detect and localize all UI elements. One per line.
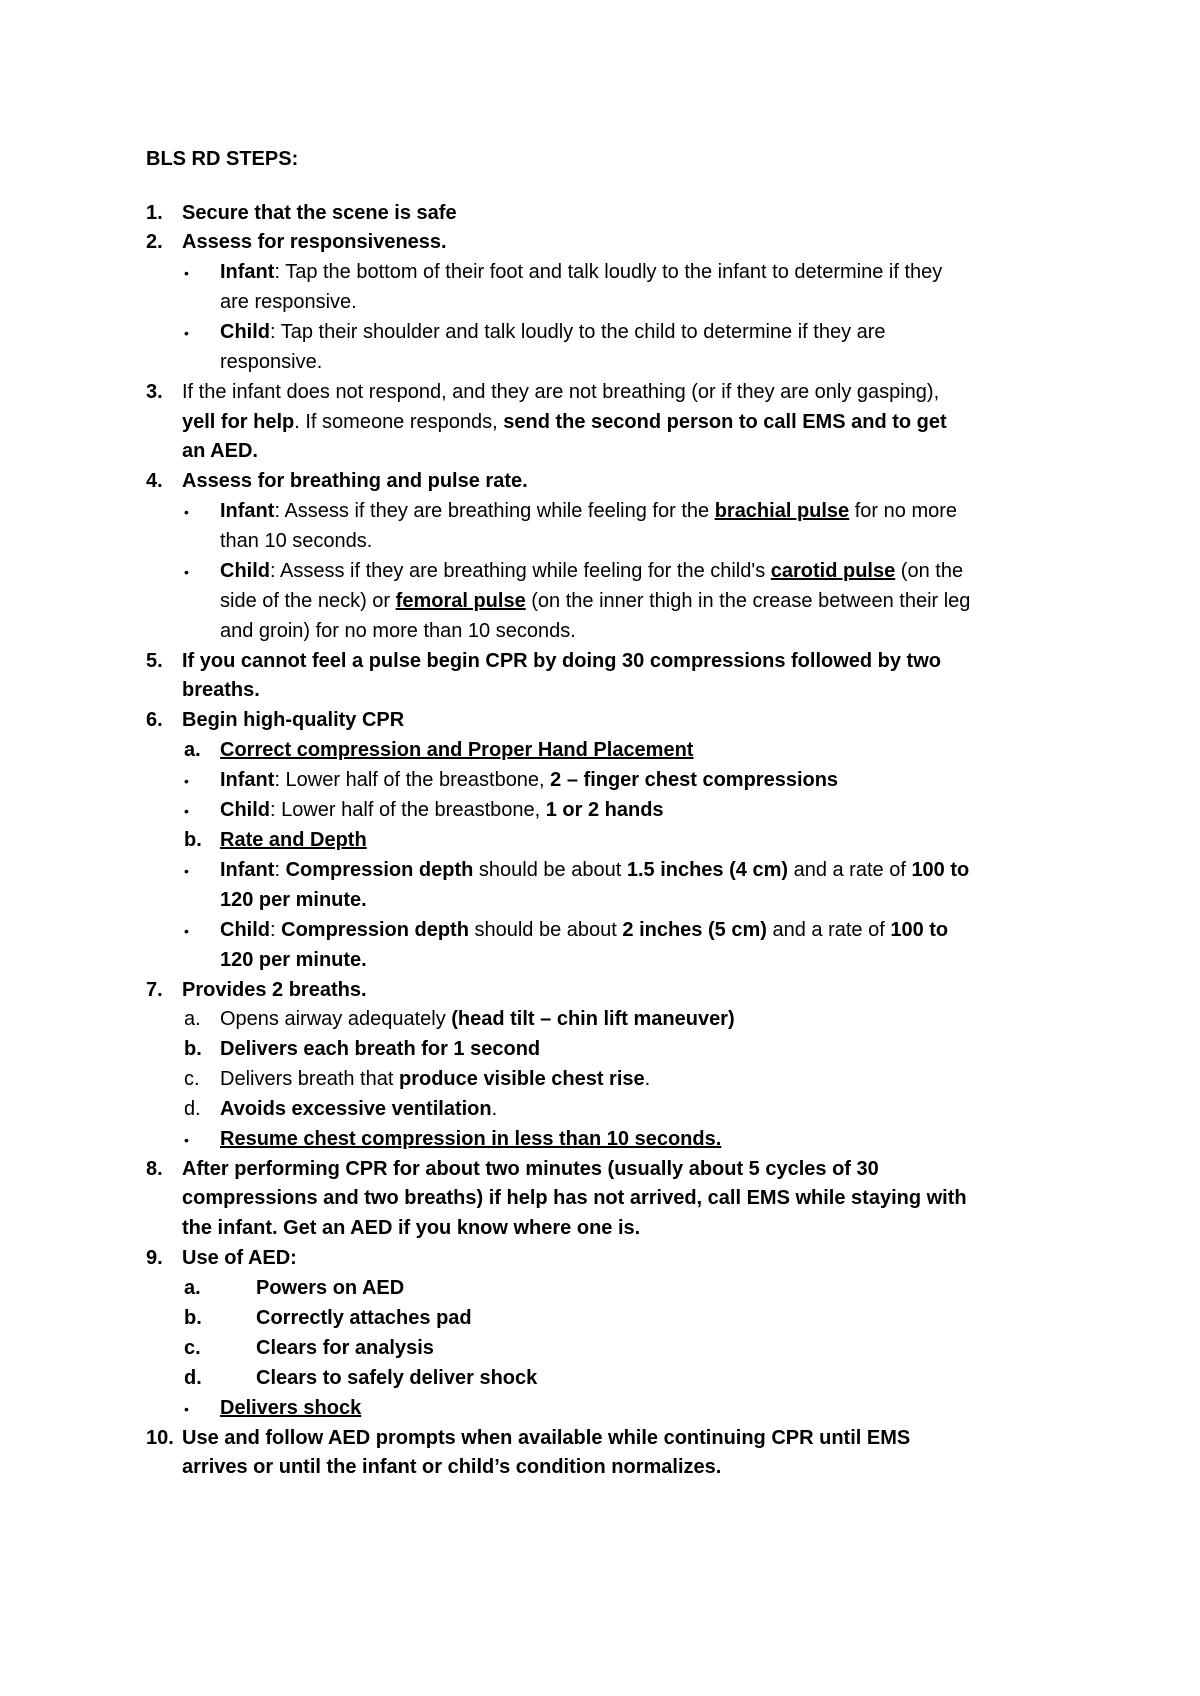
text-run: Child xyxy=(220,919,270,941)
text-run: compressions and two breaths) if help has not arrived, call EMS while staying with xyxy=(182,1187,967,1209)
step-text-line xyxy=(182,1244,297,1272)
letter-marker: a. xyxy=(184,1008,201,1030)
step-text-line xyxy=(256,1364,537,1392)
step-number: 8. xyxy=(146,1158,163,1180)
text-run: Child xyxy=(220,560,270,582)
step-number: 2. xyxy=(146,231,163,253)
letter-marker: a. xyxy=(184,1277,201,1299)
letter-marker: b. xyxy=(184,829,202,851)
text-run: 2 inches (5 cm) xyxy=(622,919,767,941)
text-run: 100 to xyxy=(890,919,949,941)
step-text-line xyxy=(220,856,969,884)
bullet-marker: • xyxy=(184,1401,189,1417)
step-text-line xyxy=(182,1214,640,1242)
text-run: : Lower half of the breastbone, xyxy=(274,769,551,791)
text-run: : xyxy=(274,859,286,881)
text-run: Begin high-quality CPR xyxy=(182,709,405,731)
step-text-line xyxy=(220,736,693,764)
text-run: responsive. xyxy=(220,351,323,373)
step-number: 6. xyxy=(146,709,163,731)
text-run: If you cannot feel a pulse begin CPR by doing 30 compressions followed by two xyxy=(182,650,941,672)
text-run: Clears for analysis xyxy=(256,1337,434,1359)
step-text-line xyxy=(220,1394,361,1422)
step-text-line xyxy=(256,1304,472,1332)
step-text-line xyxy=(220,258,942,286)
step-text-line xyxy=(182,199,457,227)
step-text-line xyxy=(182,437,258,465)
bullet-marker: • xyxy=(184,773,189,789)
text-run: femoral pulse xyxy=(395,590,526,612)
text-run: Use and follow AED prompts when available while continuing CPR until EMS xyxy=(182,1427,911,1449)
bullet-marker: • xyxy=(184,564,189,580)
letter-marker: d. xyxy=(184,1367,202,1389)
text-run: Infant xyxy=(220,769,275,791)
step-text-line xyxy=(220,1065,650,1093)
step-text-line xyxy=(220,318,886,346)
step-text-line xyxy=(220,288,357,316)
text-run: Delivers each breath for 1 second xyxy=(220,1038,541,1060)
document-title: BLS RD STEPS: xyxy=(146,148,299,170)
text-run: produce visible chest rise xyxy=(398,1068,645,1090)
step-text-line xyxy=(220,557,963,585)
text-run: than 10 seconds. xyxy=(220,530,373,552)
text-run: If the infant does not respond, and they are not breathing (or if they are only gasping), xyxy=(182,381,940,403)
step-text-line xyxy=(182,647,941,675)
text-run: Assess for responsiveness. xyxy=(182,231,447,253)
text-run: Avoids excessive ventilation xyxy=(220,1098,492,1120)
step-number: 7. xyxy=(146,979,163,1001)
text-run: brachial pulse xyxy=(714,500,850,522)
text-run: an AED. xyxy=(182,440,258,462)
text-run: : Lower half of the breastbone, xyxy=(270,799,546,821)
text-run: Correct compression and Proper Hand Placement xyxy=(220,739,694,761)
text-run: should be about xyxy=(468,919,623,941)
step-text-line xyxy=(182,1424,910,1452)
text-run: breaths. xyxy=(182,679,260,701)
step-text-line xyxy=(256,1334,434,1362)
text-run: Infant xyxy=(220,500,275,522)
text-run: Compression depth xyxy=(285,859,474,881)
step-text-line xyxy=(220,766,838,794)
bullet-marker: • xyxy=(184,923,189,939)
text-run: Secure that the scene is safe xyxy=(182,202,457,224)
text-run: Infant xyxy=(220,859,275,881)
text-run: Provides 2 breaths. xyxy=(182,979,367,1001)
text-run: After performing CPR for about two minutes (usually about 5 cycles of 30 xyxy=(182,1158,879,1180)
letter-marker: b. xyxy=(184,1038,202,1060)
letter-marker: c. xyxy=(184,1068,200,1090)
letter-marker: b. xyxy=(184,1307,202,1329)
text-run: yell for help xyxy=(182,411,295,433)
text-run: (head tilt – chin lift maneuver) xyxy=(451,1008,735,1030)
step-text-line xyxy=(220,587,970,615)
text-run: (on the xyxy=(895,560,964,582)
text-run: : Tap their shoulder and talk loudly to the child to determine if they are xyxy=(270,321,886,343)
step-text-line xyxy=(220,527,372,555)
step-number: 3. xyxy=(146,381,163,403)
step-text-line xyxy=(182,676,260,704)
bullet-marker: • xyxy=(184,325,189,341)
step-number: 4. xyxy=(146,470,163,492)
step-text-line xyxy=(220,826,367,854)
text-run: for no more xyxy=(849,500,958,522)
text-run: the infant. Get an AED if you know where one is. xyxy=(182,1217,641,1239)
step-text-line xyxy=(220,916,948,944)
text-run: are responsive. xyxy=(220,291,357,313)
step-text-line xyxy=(220,1035,540,1063)
step-text-line xyxy=(182,467,528,495)
text-run: Assess for breathing and pulse rate. xyxy=(182,470,528,492)
step-text-line xyxy=(182,1453,721,1481)
text-run: 120 per minute. xyxy=(220,889,367,911)
step-text-line xyxy=(220,1095,497,1123)
text-run: Opens airway adequately xyxy=(220,1008,452,1030)
step-text-line xyxy=(220,348,322,376)
text-run: Infant xyxy=(220,261,275,283)
text-run: 1 or 2 hands xyxy=(545,799,664,821)
step-number: 10. xyxy=(146,1427,174,1449)
step-text-line xyxy=(182,228,447,256)
letter-marker: d. xyxy=(184,1098,201,1120)
text-run: and a rate of xyxy=(788,859,912,881)
text-run: Use of AED: xyxy=(182,1247,297,1269)
step-text-line xyxy=(220,886,367,914)
step-number: 9. xyxy=(146,1247,163,1269)
text-run: arrives or until the infant or child’s condition normalizes. xyxy=(182,1456,722,1478)
text-run: 100 to xyxy=(911,859,970,881)
step-text-line xyxy=(182,976,367,1004)
bullet-marker: • xyxy=(184,504,189,520)
step-text-line xyxy=(182,408,947,436)
text-run: and a rate of xyxy=(766,919,891,941)
text-run: : Assess if they are breathing while feeling for the child's xyxy=(270,560,771,582)
text-run: Delivers shock xyxy=(220,1397,362,1419)
step-number: 1. xyxy=(146,202,163,224)
text-run: should be about xyxy=(473,859,627,881)
bullet-marker: • xyxy=(184,863,189,879)
text-run: Rate and Depth xyxy=(220,829,367,851)
text-run: send the second person to call EMS and to get xyxy=(503,411,947,433)
text-run: 2 – finger chest compressions xyxy=(550,769,839,791)
bullet-marker: • xyxy=(184,265,189,281)
text-run: carotid pulse xyxy=(770,560,896,582)
step-text-line xyxy=(220,1005,735,1033)
text-run: Child xyxy=(220,799,270,821)
step-text-line xyxy=(182,378,939,406)
step-text-line xyxy=(182,1184,967,1212)
step-text-line xyxy=(182,706,404,734)
text-run: 1.5 inches (4 cm) xyxy=(626,859,789,881)
bullet-marker: • xyxy=(184,1132,189,1148)
text-run: . If someone responds, xyxy=(294,411,504,433)
text-run: Child xyxy=(220,321,270,343)
step-text-line xyxy=(220,617,576,645)
text-run: Delivers breath that xyxy=(220,1068,399,1090)
step-text-line xyxy=(220,497,957,525)
step-text-line xyxy=(220,946,367,974)
letter-marker: c. xyxy=(184,1337,201,1359)
text-run: . xyxy=(491,1098,498,1120)
text-run: (on the inner thigh in the crease between their leg xyxy=(525,590,971,612)
step-number: 5. xyxy=(146,650,163,672)
text-run: : Tap the bottom of their foot and talk loudly to the infant to determine if they xyxy=(274,261,943,283)
text-run: Compression depth xyxy=(281,919,469,941)
step-text-line xyxy=(256,1274,404,1302)
text-run: Powers on AED xyxy=(256,1277,405,1299)
bullet-marker: • xyxy=(184,803,189,819)
text-run: : Assess if they are breathing while feeling for the xyxy=(274,500,715,522)
letter-marker: a. xyxy=(184,739,201,761)
text-run: side of the neck) or xyxy=(220,590,396,612)
step-text-line xyxy=(182,1155,879,1183)
step-text-line xyxy=(220,796,664,824)
text-run: Clears to safely deliver shock xyxy=(256,1367,538,1389)
text-run: Correctly attaches pad xyxy=(256,1307,472,1329)
text-run: . xyxy=(644,1068,651,1090)
step-text-line xyxy=(220,1125,721,1153)
text-run: Resume chest compression in less than 10 seconds. xyxy=(220,1128,722,1150)
text-run: 120 per minute. xyxy=(220,949,367,971)
text-run: and groin) for no more than 10 seconds. xyxy=(220,620,576,642)
text-run: : xyxy=(270,919,282,941)
